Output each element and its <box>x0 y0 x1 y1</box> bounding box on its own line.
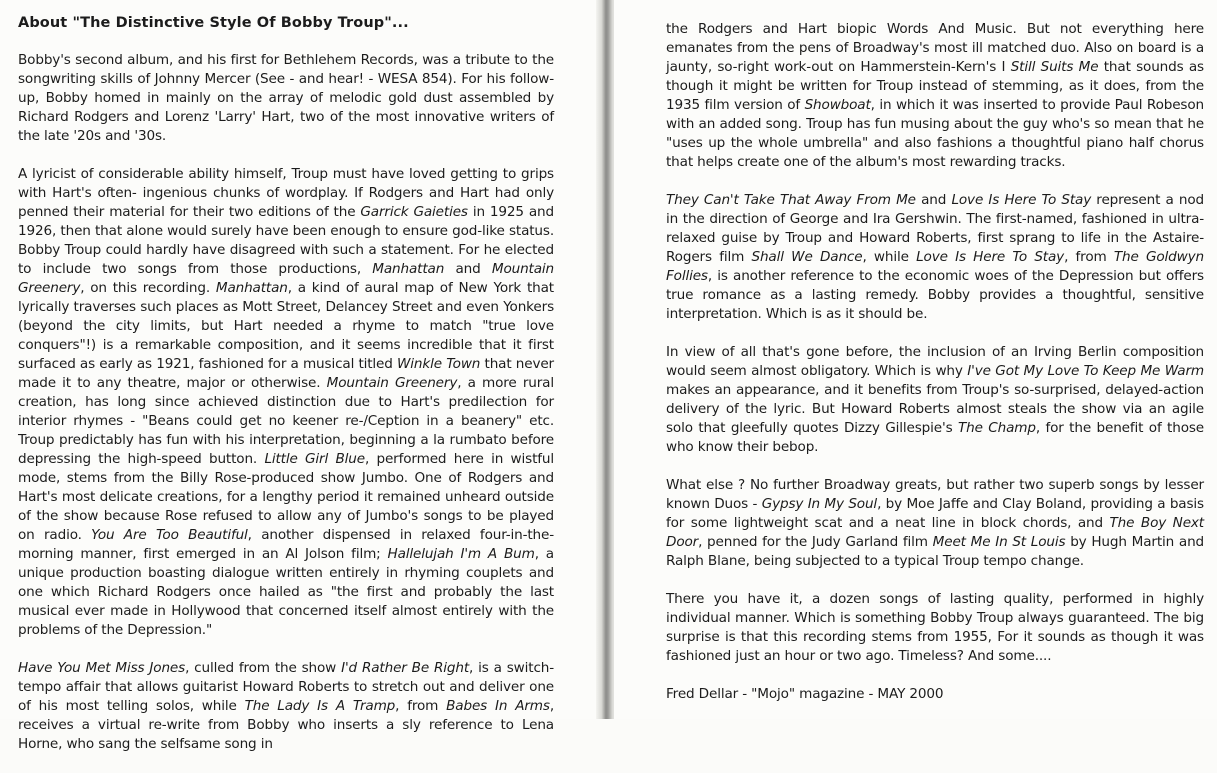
song-title: Hallelujah I'm A Bum <box>387 546 535 562</box>
text-run: and <box>915 192 952 208</box>
text-run: , by Moe Jaffe and Clay Boland, providing a basis for some lightweight scat and a neat line in block chords, and <box>666 496 1204 531</box>
paragraph-1: Bobby's second album, and his first for Bethlehem Records, was a tribute to the songwriting skills of Johnny Mercer (See - and hear! - WESA 854). For his follow-up, Bobby homed in mainly on the array of melodic gold dust assembled by Richard Rodgers and Lorenz 'Larry' Hart, two of the most innovative writers of the late '20s and '30s. <box>18 52 554 144</box>
text-run: that never made it to any theatre, major or otherwise. <box>18 356 554 391</box>
text-run: , while <box>862 249 917 265</box>
text-run: What else ? No further Broadway greats, but rather two superb songs by lesser known Duos - <box>666 477 1204 512</box>
song-title: Showboat <box>804 97 871 113</box>
text-run: , on this recording. <box>80 280 216 296</box>
song-title: The Goldwyn Follies <box>666 249 1204 284</box>
right-column <box>666 20 1204 723</box>
song-title: The Champ <box>957 420 1036 436</box>
text-run: , is a switch-tempo affair that allows guitarist Howard Roberts to stretch out and deliver one of his most telling solos, while <box>18 660 554 714</box>
text-run: represent a nod in the direction of George and Ira Gershwin. The first-named, fashioned in ultra-relaxed guise by Troup and Howard Roberts, first sprang to life in the Astaire-Rogers film <box>666 192 1204 265</box>
author-signature: Fred Dellar - "Mojo" magazine - MAY 2000 <box>666 686 944 702</box>
song-title: Have You Met Miss Jones <box>18 660 186 676</box>
paragraph-2 <box>18 165 554 640</box>
song-title: Shall We Dance <box>751 249 863 265</box>
text-run: , receives a virtual re-write from Bobby who inserts a sly reference to Lena Horne, who sang the selfsame song in <box>18 698 554 752</box>
text-run: , penned for the Judy Garland film <box>698 534 933 550</box>
song-title: The Lady Is A Tramp <box>244 698 396 714</box>
left-column <box>18 14 554 773</box>
song-title: They Can't Take That Away From Me <box>666 192 916 208</box>
paragraph-4 <box>666 20 1204 172</box>
text-run: , another dispensed in relaxed four-in-the-morning manner, first emerged in an Al Jolson film; <box>18 527 554 562</box>
song-title: Gypsy In My Soul <box>761 496 878 512</box>
text-run: , culled from the show <box>185 660 342 676</box>
song-title: Winkle Town <box>397 356 481 372</box>
text-run: , a unique production boasting dialogue written entirely in rhyming couplets and one which Richard Rodgers once hailed as "the first and probably the last musical ever made in Hollywood that concerned itself almost entirely with the problems of the Depression." <box>18 546 554 638</box>
text-run: the Rodgers and Hart biopic Words And Music. But not everything here emanates from the pens of Broadway's most ill matched duo. Also on board is a jaunty, so-right work-out on Hammerstein-Kern's I <box>666 21 1204 75</box>
song-title: Mountain Greenery <box>326 375 458 391</box>
text-run: in 1925 and 1926, then that alone would surely have been enough to ensure god-like status. Bobby Troup could hardly have disagreed with such a statement. For he elected to include two songs from those productions, <box>18 204 554 277</box>
text-run: , from <box>1064 249 1114 265</box>
song-title: I've Got My Love To Keep Me Warm <box>967 363 1204 379</box>
song-title: Love Is Here To Stay <box>951 192 1092 208</box>
text-run: makes an appearance, and it benefits from Troup's so-surprised, delayed-action delivery of the lyric. But Howard Roberts almost steals the show via an agile solo that gleefully quotes Dizzy Gillespie's <box>666 382 1204 436</box>
text-run: In view of all that's gone before, the inclusion of an Irving Berlin composition would seem almost obligatory. Which is why <box>666 344 1204 379</box>
song-title: I'd Rather Be Right <box>341 660 470 676</box>
song-title: Babes In Arms <box>446 698 550 714</box>
paragraph-8: There you have it, a dozen songs of lasting quality, performed in highly individual manner. Which is something Bobby Troup always guaranteed. The big surprise is that this recording stems from 1955, For it sounds as though it was fashioned just an hour or two ago. Timeless? And some.... <box>666 591 1204 664</box>
text-run: and <box>444 261 492 277</box>
text-run: , is another reference to the economic woes of the Depression but offers true romance as a lasting remedy. Bobby provides a thoughtful, sensitive interpretation. Which is as it should be. <box>666 268 1204 322</box>
text-run: that sounds as though it might be written for Troup instead of stemming, as it does, from the 1935 film version of <box>666 59 1204 113</box>
song-title: Garrick Gaieties <box>360 204 468 220</box>
text-run: , in which it was inserted to provide Paul Robeson with an added song. Troup has fun musing about the guy who's so mean that he "uses up the whole umbrella" and also fashions a thoughtful piano half chorus that helps create one of the album's most rewarding tracks. <box>666 97 1204 170</box>
paragraph-6 <box>666 343 1204 457</box>
paragraph-7 <box>666 476 1204 571</box>
text-run: A lyricist of considerable ability himself, Troup must have loved getting to grips with Hart's often- ingenious chunks of wordplay. If Rodgers and Hart had only penned their material for their two editions of the <box>18 166 554 220</box>
song-title: Love Is Here To Stay <box>916 249 1065 265</box>
right-page <box>614 0 1217 719</box>
text-run: by Hugh Martin and Ralph Blane, being subjected to a typical Troup tempo change. <box>666 534 1205 569</box>
song-title: The Boy Next Door <box>666 515 1204 550</box>
text-run: , a more rural creation, has long since achieved distinction due to Hart's predilection for interior rhymes - "Beans could get no keener re-/Ception in a beanery" etc. Troup predictably has fun with his interpretation, beginning a la rumbato before depressing the high-speed button. <box>18 375 554 467</box>
text-run: , for the benefit of those who know their bebop. <box>666 420 1205 455</box>
text-run: , performed here in wistful mode, stems from the Billy Rose-produced show Jumbo. One of Rodgers and Hart's most delicate creations, for a lengthy period it remained unheard outside of the show because Rose refused to allow any of Jumbo's songs to be played on radio. <box>18 451 554 543</box>
song-title: Manhattan <box>215 280 288 296</box>
paragraph-5 <box>666 191 1204 324</box>
song-title: You Are Too Beautiful <box>91 527 248 543</box>
song-title: Still Suits Me <box>1010 59 1099 75</box>
song-title: Manhattan <box>372 261 445 277</box>
song-title: Meet Me In St Louis <box>932 534 1066 550</box>
song-title: Mountain Greenery <box>18 261 554 296</box>
left-page <box>0 0 600 752</box>
paragraph-3 <box>18 659 554 754</box>
article-heading: About "The Distinctive Style Of Bobby Troup"... <box>18 15 409 31</box>
text-run: , from <box>395 698 447 714</box>
song-title: Little Girl Blue <box>264 451 365 467</box>
text-run: , a kind of aural map of New York that lyrically traverses such places as Mott Street, Delancey Street and even Yonkers (beyond the city limits, but Hart needed a rhyme to match "true love conquers"!) is a remarkable composition, and it seems incredible that it first surfaced as early as 1921, fashioned for a musical titled <box>18 280 554 372</box>
